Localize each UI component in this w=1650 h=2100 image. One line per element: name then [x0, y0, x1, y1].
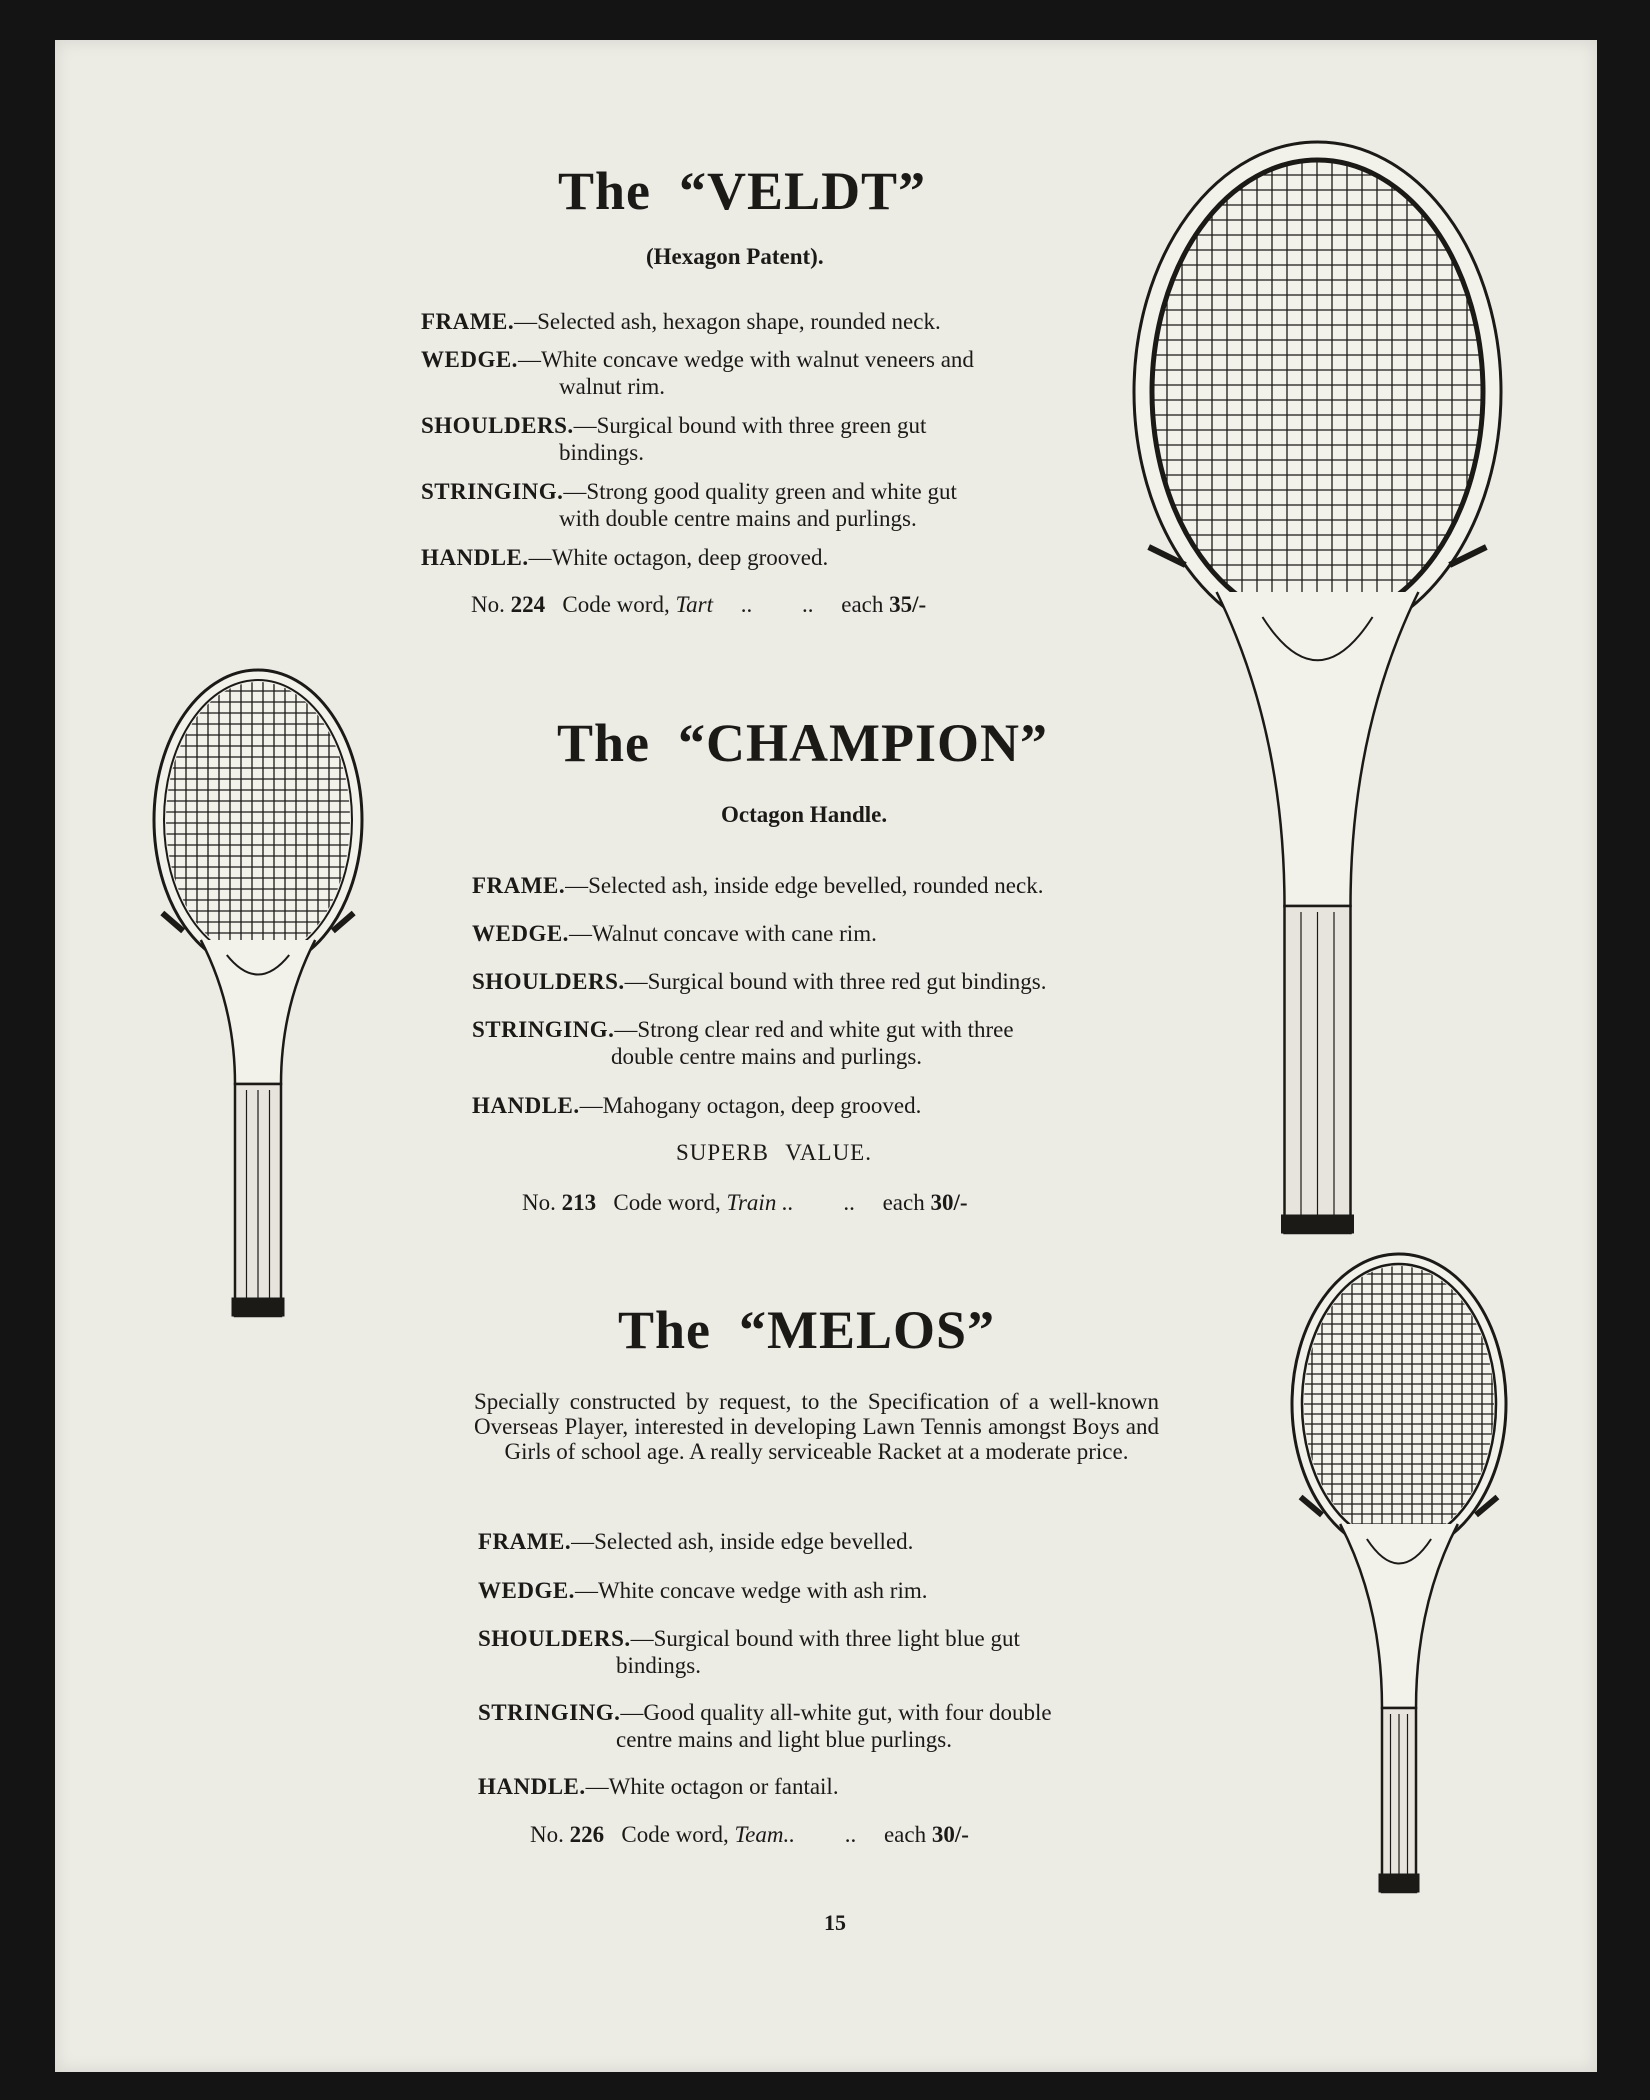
spec-text: —Mahogany octagon, deep grooved. [579, 1093, 922, 1118]
spec-text: —White octagon, deep grooved. [528, 545, 829, 570]
veldt-subtitle: (Hexagon Patent). [646, 244, 824, 269]
melos-spec-stringing [478, 1699, 1160, 1753]
racket-butt-cap [232, 1298, 284, 1316]
spec-text: —White concave wedge with walnut veneers and [517, 347, 974, 372]
spec-label: FRAME. [478, 1529, 572, 1554]
veldt-spec-frame [421, 308, 1101, 335]
racket-frame-outer [154, 670, 362, 970]
melos-spec-wedge [478, 1577, 1160, 1604]
code-word: Tart [675, 592, 713, 617]
price-amount: 30/- [930, 1190, 968, 1215]
champion-title [557, 712, 1048, 774]
leader-dots: .. [843, 1190, 855, 1215]
spec-text: —Surgical bound with three red gut bindings. [624, 969, 1047, 994]
champion-subtitle: Octagon Handle. [721, 802, 888, 827]
melos-spec-shoulders [478, 1625, 1160, 1679]
veldt-spec-shoulders [421, 412, 1101, 466]
spec-continuation: walnut rim. [559, 374, 666, 399]
racket-large-illustration [1130, 138, 1505, 1243]
racket-throat [1217, 592, 1419, 906]
veldt-title-name: “VELDT” [679, 161, 927, 221]
spec-label: STRINGING. [472, 1017, 615, 1042]
spec-text: —Surgical bound with three light blue gut [630, 1626, 1020, 1651]
veldt-spec-wedge [421, 346, 1101, 400]
leader-dots: .. [740, 592, 753, 617]
melos-spec-handle [478, 1773, 1160, 1800]
champion-spec-frame [472, 872, 1162, 899]
spec-text: —Strong good quality green and white gut [563, 479, 957, 504]
spec-label: SHOULDERS. [478, 1626, 631, 1651]
veldt-spec-handle [421, 544, 1101, 571]
melos-spec-frame [478, 1528, 1160, 1555]
champion-title-the: The [557, 713, 651, 773]
spec-continuation: centre mains and light blue purlings. [616, 1727, 952, 1752]
code-word: Team.. [734, 1822, 795, 1847]
spec-label: WEDGE. [421, 347, 518, 372]
price-no-label: No. [522, 1190, 556, 1215]
champion-spec-stringing [472, 1016, 1162, 1070]
champion-note: SUPERB VALUE. [676, 1140, 872, 1165]
spec-text: —Selected ash, inside edge bevelled, rounded neck. [565, 873, 1044, 898]
code-word-label: Code word, [613, 1190, 721, 1215]
spec-text: —Walnut concave with cane rim. [568, 921, 877, 946]
melos-title-name: “MELOS” [739, 1300, 996, 1360]
spec-label: FRAME. [472, 873, 566, 898]
melos-title-the: The [618, 1300, 712, 1360]
racket-throat [1340, 1524, 1458, 1708]
spec-label: FRAME. [421, 309, 515, 334]
leader-dots: .. [801, 592, 814, 617]
code-word: Train .. [726, 1190, 794, 1215]
champion-spec-handle [472, 1092, 1162, 1119]
each-label: each [882, 1190, 925, 1215]
spec-label: SHOULDERS. [421, 413, 574, 438]
price-number: 226 [569, 1822, 605, 1847]
code-word-label: Code word, [562, 592, 670, 617]
spec-text: —White concave wedge with ash rim. [574, 1578, 928, 1603]
price-amount: 30/- [931, 1822, 969, 1847]
spec-label: HANDLE. [421, 545, 529, 570]
racket-small-illustration [1288, 1250, 1510, 1902]
racket-butt-cap [1282, 1215, 1354, 1233]
spec-text: —Selected ash, hexagon shape, rounded neck. [514, 309, 941, 334]
spec-label: SHOULDERS. [472, 969, 625, 994]
melos-price-line [530, 1822, 969, 1848]
spec-text: —Strong clear red and white gut with three [614, 1017, 1014, 1042]
veldt-spec-stringing [421, 478, 1101, 532]
spec-label: WEDGE. [472, 921, 569, 946]
spec-continuation: bindings. [559, 440, 644, 465]
spec-text: —Surgical bound with three green gut [573, 413, 927, 438]
champion-price-line [522, 1190, 968, 1216]
price-no-label: No. [530, 1822, 564, 1847]
spec-label: STRINGING. [421, 479, 564, 504]
melos-title [618, 1299, 995, 1361]
spec-label: HANDLE. [478, 1774, 586, 1799]
page-number: 15 [824, 1910, 846, 1935]
price-no-label: No. [471, 592, 505, 617]
spec-continuation: bindings. [616, 1653, 701, 1678]
spec-label: STRINGING. [478, 1700, 621, 1725]
price-amount: 35/- [889, 592, 927, 617]
spec-label: WEDGE. [478, 1578, 575, 1603]
code-word-label: Code word, [621, 1822, 729, 1847]
racket-butt-cap [1379, 1874, 1419, 1892]
spec-continuation: double centre mains and purlings. [611, 1044, 923, 1069]
spec-text: —White octagon or fantail. [585, 1774, 839, 1799]
racket-throat [201, 940, 315, 1084]
veldt-price-line [471, 592, 926, 618]
veldt-title [558, 160, 926, 222]
each-label: each [841, 592, 884, 617]
spec-continuation: with double centre mains and purlings. [559, 506, 917, 531]
spec-text: —Good quality all-white gut, with four double [620, 1700, 1052, 1725]
racket-left-illustration [150, 666, 366, 1326]
champion-spec-wedge [472, 920, 1162, 947]
champion-spec-shoulders [472, 968, 1162, 995]
champion-title-name: “CHAMPION” [678, 713, 1048, 773]
each-label: each [883, 1822, 927, 1847]
melos-intro: Specially constructed by request, to the Specification of a well-known Overseas Player, interested in developing Lawn Tennis amongst Boys and Girls of school age. A really serviceable Racket at a moderate price. [474, 1389, 1159, 1464]
spec-label: HANDLE. [472, 1093, 580, 1118]
veldt-title-the: The [558, 161, 652, 221]
spec-text: —Selected ash, inside edge bevelled. [571, 1529, 914, 1554]
price-number: 224 [510, 592, 546, 617]
leader-dots: .. [844, 1822, 857, 1847]
price-number: 213 [561, 1190, 597, 1215]
